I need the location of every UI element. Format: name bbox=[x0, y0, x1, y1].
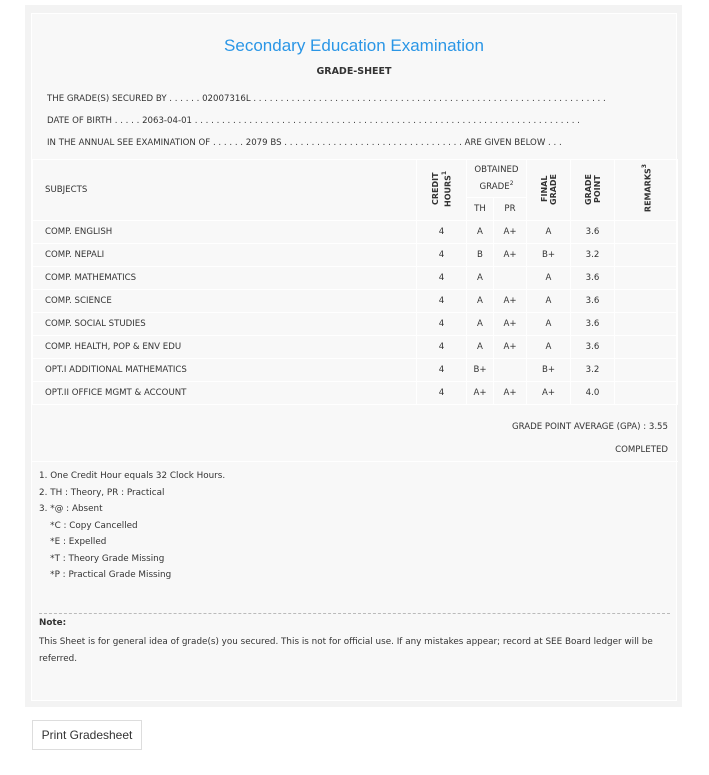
table-row bbox=[33, 382, 678, 405]
header-remarks: REMARKS$^3$ bbox=[615, 160, 678, 221]
header-final-grade: FINAL GRADE bbox=[527, 160, 571, 221]
remarks-cell bbox=[615, 267, 678, 290]
final-grade-cell: A bbox=[527, 221, 571, 244]
remarks-cell bbox=[615, 359, 678, 382]
th-grade-cell: B+ bbox=[467, 359, 494, 382]
final-grade-cell: B+ bbox=[527, 359, 571, 382]
credit-cell: 4 bbox=[417, 336, 467, 359]
grade-point-cell: 3.6 bbox=[571, 221, 615, 244]
credit-cell: 4 bbox=[417, 382, 467, 405]
grade-point-cell: 4.0 bbox=[571, 382, 615, 405]
th-grade-cell: A bbox=[467, 336, 494, 359]
page-title: Secondary Education Examination bbox=[224, 36, 484, 55]
footnote: 3. *@ : Absent bbox=[39, 504, 103, 514]
grades-table bbox=[32, 159, 678, 405]
remarks-cell bbox=[615, 336, 678, 359]
header-pr: PR bbox=[494, 198, 527, 221]
remarks-cell bbox=[615, 313, 678, 336]
grade-point-cell: 3.6 bbox=[571, 267, 615, 290]
symbol-number-line: THE GRADE(S) SECURED BY . . . . . . 02007316L . . . . . . . . . . . . . . . . . . . . . . . . . . . . . . . . . . . . . . . . . . . . . . . . . . . . . . . . . . . . . . . . . bbox=[47, 94, 606, 104]
subject-cell: COMP. NEPALI bbox=[33, 244, 417, 267]
th-grade-cell: A bbox=[467, 313, 494, 336]
subject-cell: COMP. SCIENCE bbox=[33, 290, 417, 313]
footnote: 2. TH : Theory, PR : Practical bbox=[39, 487, 165, 498]
table-row bbox=[33, 221, 678, 244]
grade-point-cell: 3.2 bbox=[571, 359, 615, 382]
gradesheet-panel bbox=[25, 5, 682, 707]
credit-cell: 4 bbox=[417, 221, 467, 244]
note-text: This Sheet is for general idea of grade(s) you secured. This is not for official use. If any mistakes appear; record at SEE Board ledger will be referred. bbox=[39, 637, 653, 664]
subject-cell: COMP. SOCIAL STUDIES bbox=[33, 313, 417, 336]
subject-cell: COMP. HEALTH, POP & ENV EDU bbox=[33, 336, 417, 359]
final-grade-cell: A bbox=[527, 267, 571, 290]
th-grade-cell: A bbox=[467, 221, 494, 244]
dashed-divider bbox=[39, 613, 670, 614]
pr-grade-cell: A+ bbox=[494, 244, 527, 267]
footnote: 1. One Credit Hour equals 32 Clock Hours. bbox=[39, 471, 226, 481]
final-grade-cell: B+ bbox=[527, 244, 571, 267]
subject-cell: OPT.II OFFICE MGMT & ACCOUNT bbox=[33, 382, 417, 405]
remarks-cell bbox=[615, 382, 678, 405]
grade-point-cell: 3.6 bbox=[571, 336, 615, 359]
divider bbox=[32, 461, 678, 462]
th-grade-cell: A bbox=[467, 290, 494, 313]
header-subjects: SUBJECTS bbox=[33, 160, 417, 221]
th-grade-cell: A bbox=[467, 267, 494, 290]
header-credit-hours: CREDIT HOURS$^1$ bbox=[417, 160, 467, 221]
grade-point-cell: 3.6 bbox=[571, 290, 615, 313]
table-row bbox=[33, 313, 678, 336]
note-label: Note: bbox=[39, 618, 67, 628]
dob-line: DATE OF BIRTH . . . . . 2063-04-01 . . . . . . . . . . . . . . . . . . . . . . . . . . . . . . . . . . . . . . . . . . . . . . . . . . . . . . . . . . . . . . . . . . . . . . . bbox=[47, 116, 580, 126]
table-row bbox=[33, 290, 678, 313]
final-grade-cell: A bbox=[527, 313, 571, 336]
final-grade-cell: A+ bbox=[527, 382, 571, 405]
table-row bbox=[33, 267, 678, 290]
pr-grade-cell bbox=[494, 267, 527, 290]
remarks-cell bbox=[615, 244, 678, 267]
print-gradesheet-button[interactable]: Print Gradesheet bbox=[32, 720, 142, 750]
pr-grade-cell: A+ bbox=[494, 382, 527, 405]
table-row bbox=[33, 336, 678, 359]
footnote: *T : Theory Grade Missing bbox=[39, 553, 165, 564]
gradesheet bbox=[31, 13, 677, 701]
table-row bbox=[33, 359, 678, 382]
subject-cell: COMP. MATHEMATICS bbox=[33, 267, 417, 290]
table-row bbox=[33, 244, 678, 267]
footnote: *P : Practical Grade Missing bbox=[39, 570, 172, 580]
remarks-cell bbox=[615, 290, 678, 313]
subject-cell: COMP. ENGLISH bbox=[33, 221, 417, 244]
credit-cell: 4 bbox=[417, 290, 467, 313]
final-grade-cell: A bbox=[527, 336, 571, 359]
subtitle: GRADE-SHEET bbox=[316, 66, 392, 77]
credit-cell: 4 bbox=[417, 267, 467, 290]
footnote: *C : Copy Cancelled bbox=[39, 520, 138, 531]
footnote: *E : Expelled bbox=[39, 537, 107, 547]
exam-line: IN THE ANNUAL SEE EXAMINATION OF . . . . . . 2079 BS . . . . . . . . . . . . . . . . . . . . . . . . . . . . . . . . . ARE GIVEN BELOW . . . bbox=[47, 138, 562, 148]
gpa: GRADE POINT AVERAGE (GPA) : 3.55 bbox=[511, 422, 668, 432]
credit-cell: 4 bbox=[417, 313, 467, 336]
pr-grade-cell: A+ bbox=[494, 221, 527, 244]
result-status: COMPLETED bbox=[615, 445, 668, 455]
pr-grade-cell: A+ bbox=[494, 313, 527, 336]
subject-cell: OPT.I ADDITIONAL MATHEMATICS bbox=[33, 359, 417, 382]
credit-cell: 4 bbox=[417, 359, 467, 382]
credit-cell: 4 bbox=[417, 244, 467, 267]
pr-grade-cell: A+ bbox=[494, 290, 527, 313]
th-grade-cell: A+ bbox=[467, 382, 494, 405]
th-grade-cell: B bbox=[467, 244, 494, 267]
grade-point-cell: 3.2 bbox=[571, 244, 615, 267]
pr-grade-cell bbox=[494, 359, 527, 382]
header-th: TH bbox=[467, 198, 494, 221]
header-obtained-grade: OBTAINED GRADE$^2$ bbox=[467, 160, 527, 198]
pr-grade-cell: A+ bbox=[494, 336, 527, 359]
final-grade-cell: A bbox=[527, 290, 571, 313]
remarks-cell bbox=[615, 221, 678, 244]
grade-point-cell: 3.6 bbox=[571, 313, 615, 336]
header-grade-point: GRADE POINT bbox=[571, 160, 615, 221]
